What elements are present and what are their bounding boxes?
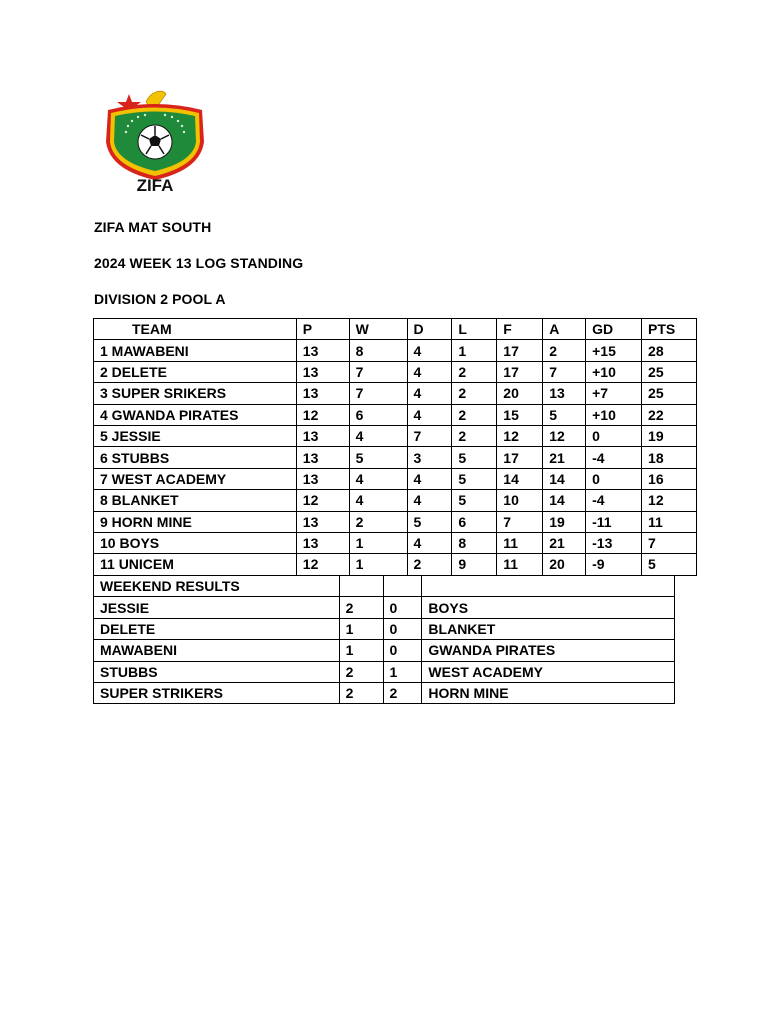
home-team: STUBBS <box>94 661 340 682</box>
home-score: 1 <box>339 618 383 639</box>
cell-for: 12 <box>497 425 543 446</box>
table-row <box>94 468 697 489</box>
cell-team: 11 UNICEM <box>94 554 297 575</box>
cell-played: 13 <box>296 425 349 446</box>
cell-against: 7 <box>543 361 586 382</box>
cell-points: 19 <box>642 425 697 446</box>
cell-team: 3 SUPER SRIKERS <box>94 383 297 404</box>
table-row <box>94 447 697 468</box>
col-for: F <box>497 319 543 340</box>
cell-won: 7 <box>349 383 407 404</box>
home-score: 2 <box>339 682 383 703</box>
result-row <box>94 597 675 618</box>
cell-for: 17 <box>497 340 543 361</box>
cell-for: 17 <box>497 447 543 468</box>
cell-against: 14 <box>543 490 586 511</box>
cell-won: 7 <box>349 361 407 382</box>
results-title-row <box>94 576 675 597</box>
cell-lost: 8 <box>452 532 497 553</box>
home-score: 2 <box>339 597 383 618</box>
cell-played: 13 <box>296 511 349 532</box>
cell-against: 20 <box>543 554 586 575</box>
away-score: 0 <box>383 618 422 639</box>
cell-goal-diff: +10 <box>586 361 642 382</box>
cell-lost: 5 <box>452 447 497 468</box>
cell-lost: 1 <box>452 340 497 361</box>
col-lost: L <box>452 319 497 340</box>
cell-lost: 5 <box>452 490 497 511</box>
home-score: 1 <box>339 640 383 661</box>
table-row <box>94 383 697 404</box>
cell-won: 4 <box>349 425 407 446</box>
cell-drawn: 4 <box>407 468 452 489</box>
cell-for: 14 <box>497 468 543 489</box>
result-row <box>94 618 675 639</box>
cell-played: 12 <box>296 554 349 575</box>
home-team: MAWABENI <box>94 640 340 661</box>
results-table <box>93 575 675 704</box>
cell-against: 13 <box>543 383 586 404</box>
cell-goal-diff: -13 <box>586 532 642 553</box>
cell-against: 5 <box>543 404 586 425</box>
cell-lost: 2 <box>452 425 497 446</box>
home-team: DELETE <box>94 618 340 639</box>
cell-drawn: 4 <box>407 340 452 361</box>
col-won: W <box>349 319 407 340</box>
away-team: GWANDA PIRATES <box>422 640 675 661</box>
cell-for: 7 <box>497 511 543 532</box>
col-team: TEAM <box>94 319 297 340</box>
cell-won: 5 <box>349 447 407 468</box>
svg-text:ZIFA: ZIFA <box>136 176 174 195</box>
cell-team: 7 WEST ACADEMY <box>94 468 297 489</box>
cell-against: 14 <box>543 468 586 489</box>
cell-points: 16 <box>642 468 697 489</box>
cell-for: 17 <box>497 361 543 382</box>
cell-team: 10 BOYS <box>94 532 297 553</box>
cell-points: 25 <box>642 361 697 382</box>
cell-played: 13 <box>296 361 349 382</box>
cell-drawn: 4 <box>407 404 452 425</box>
home-score: 2 <box>339 661 383 682</box>
away-score: 2 <box>383 682 422 703</box>
association-title: ZIFA MAT SOUTH <box>94 219 212 235</box>
cell-drawn: 4 <box>407 490 452 511</box>
col-points: PTS <box>642 319 697 340</box>
cell-goal-diff: 0 <box>586 425 642 446</box>
col-played: P <box>296 319 349 340</box>
away-team: BOYS <box>422 597 675 618</box>
table-row <box>94 532 697 553</box>
col-against: A <box>543 319 586 340</box>
cell-points: 5 <box>642 554 697 575</box>
cell-lost: 6 <box>452 511 497 532</box>
cell-won: 6 <box>349 404 407 425</box>
cell-team: 8 BLANKET <box>94 490 297 511</box>
col-drawn: D <box>407 319 452 340</box>
cell-for: 10 <box>497 490 543 511</box>
away-team: WEST ACADEMY <box>422 661 675 682</box>
cell-points: 12 <box>642 490 697 511</box>
cell-lost: 2 <box>452 404 497 425</box>
cell-played: 12 <box>296 404 349 425</box>
cell-goal-diff: -4 <box>586 490 642 511</box>
cell-won: 4 <box>349 468 407 489</box>
cell-team: 9 HORN MINE <box>94 511 297 532</box>
cell-drawn: 4 <box>407 361 452 382</box>
away-team: HORN MINE <box>422 682 675 703</box>
cell-points: 25 <box>642 383 697 404</box>
cell-against: 21 <box>543 447 586 468</box>
cell-played: 13 <box>296 532 349 553</box>
cell-won: 2 <box>349 511 407 532</box>
cell-team: 1 MAWABENI <box>94 340 297 361</box>
cell-won: 1 <box>349 532 407 553</box>
cell-drawn: 7 <box>407 425 452 446</box>
cell-points: 11 <box>642 511 697 532</box>
cell-team: 5 JESSIE <box>94 425 297 446</box>
table-row <box>94 511 697 532</box>
cell-played: 13 <box>296 447 349 468</box>
result-row <box>94 640 675 661</box>
cell-played: 13 <box>296 468 349 489</box>
cell-goal-diff: +15 <box>586 340 642 361</box>
cell-goal-diff: -4 <box>586 447 642 468</box>
cell-played: 13 <box>296 340 349 361</box>
cell-against: 12 <box>543 425 586 446</box>
cell-against: 2 <box>543 340 586 361</box>
cell-for: 20 <box>497 383 543 404</box>
cell-goal-diff: +7 <box>586 383 642 404</box>
cell-lost: 2 <box>452 383 497 404</box>
cell-points: 18 <box>642 447 697 468</box>
table-row <box>94 340 697 361</box>
cell-goal-diff: 0 <box>586 468 642 489</box>
cell-goal-diff: -9 <box>586 554 642 575</box>
col-goal-diff: GD <box>586 319 642 340</box>
table-row <box>94 490 697 511</box>
cell-team: 4 GWANDA PIRATES <box>94 404 297 425</box>
result-row <box>94 682 675 703</box>
cell-lost: 9 <box>452 554 497 575</box>
cell-goal-diff: +10 <box>586 404 642 425</box>
cell-against: 19 <box>543 511 586 532</box>
zifa-crest-icon <box>100 80 210 195</box>
away-team: BLANKET <box>422 618 675 639</box>
cell-for: 15 <box>497 404 543 425</box>
away-score: 1 <box>383 661 422 682</box>
results-title: WEEKEND RESULTS <box>94 576 340 597</box>
cell-played: 12 <box>296 490 349 511</box>
table-row <box>94 361 697 382</box>
zifa-logo <box>100 80 210 195</box>
cell-drawn: 3 <box>407 447 452 468</box>
cell-points: 7 <box>642 532 697 553</box>
cell-team: 2 DELETE <box>94 361 297 382</box>
cell-points: 28 <box>642 340 697 361</box>
cell-for: 11 <box>497 532 543 553</box>
log-table <box>93 318 697 576</box>
log-header-row <box>94 319 697 340</box>
cell-lost: 5 <box>452 468 497 489</box>
home-team: SUPER STRIKERS <box>94 682 340 703</box>
cell-drawn: 4 <box>407 532 452 553</box>
cell-played: 13 <box>296 383 349 404</box>
cell-team: 6 STUBBS <box>94 447 297 468</box>
division-title: DIVISION 2 POOL A <box>94 291 226 307</box>
away-score: 0 <box>383 640 422 661</box>
cell-won: 1 <box>349 554 407 575</box>
cell-drawn: 4 <box>407 383 452 404</box>
cell-points: 22 <box>642 404 697 425</box>
cell-drawn: 2 <box>407 554 452 575</box>
log-standing-title: 2024 WEEK 13 LOG STANDING <box>94 255 304 271</box>
cell-drawn: 5 <box>407 511 452 532</box>
cell-won: 8 <box>349 340 407 361</box>
home-team: JESSIE <box>94 597 340 618</box>
cell-won: 4 <box>349 490 407 511</box>
result-row <box>94 661 675 682</box>
cell-for: 11 <box>497 554 543 575</box>
away-score: 0 <box>383 597 422 618</box>
table-row <box>94 425 697 446</box>
table-row <box>94 554 697 575</box>
table-row <box>94 404 697 425</box>
cell-goal-diff: -11 <box>586 511 642 532</box>
cell-lost: 2 <box>452 361 497 382</box>
cell-against: 21 <box>543 532 586 553</box>
